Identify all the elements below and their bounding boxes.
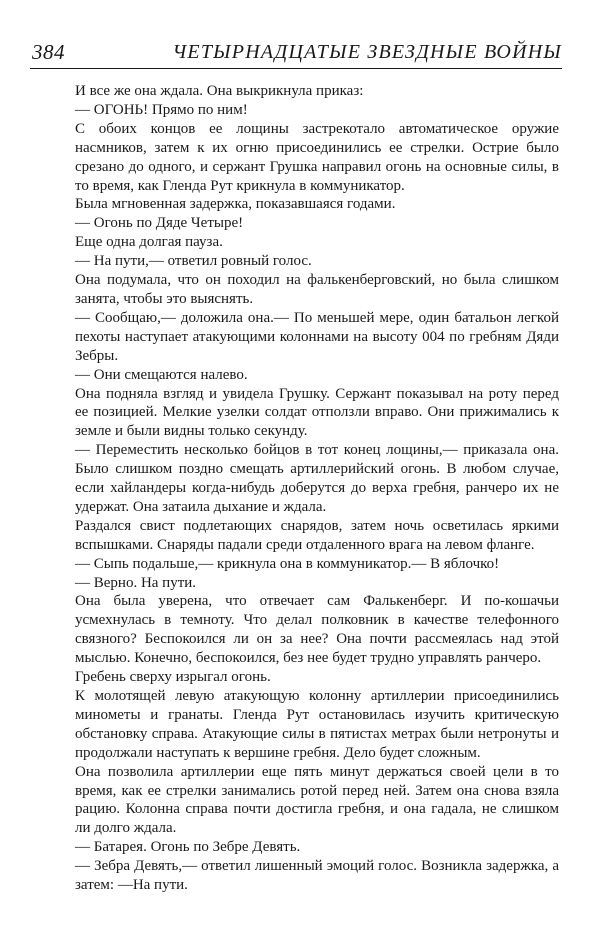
paragraph: Еще одна долгая пауза. [75, 234, 223, 251]
paragraph: — Переместить несколько бойцов в тот конец лощины,— приказала она. Было слишком поздно смещать артиллерийский огонь. В любом случае, если хайландеры когда-нибудь доберутся до верха гребня, ранчеро их не удержат. Она затаила дыхание и ждала. [75, 442, 559, 515]
paragraph: — ОГОНЬ! Прямо по ним! [75, 101, 248, 118]
page-number: 384 [32, 40, 65, 64]
paragraph: Она подумала, что он походил на фалькенберговский, но была слишком занята, чтобы это выяснять. [75, 272, 559, 307]
running-title: ЧЕТЫРНАДЦАТЫЕ ЗВЕЗДНЫЕ ВОЙНЫ [172, 41, 562, 63]
paragraph: — На пути,— ответил ровный голос. [75, 253, 312, 270]
paragraph: Была мгновенная задержка, показавшаяся годами. [75, 196, 396, 213]
paragraph: — Батарея. Огонь по Зебре Девять. [75, 839, 301, 856]
paragraph: — Они смещаются налево. [75, 366, 248, 383]
paragraph: — Верно. На пути. [75, 574, 197, 591]
paragraph: — Зебра Девять,— ответил лишенный эмоций голос. Возникла задержка, а затем: —На пути. [75, 858, 559, 894]
body-text [75, 82, 559, 895]
paragraph: Она позволила артиллерии еще пять минут держаться своей цели в то время, как ее стрелки занимались ротой перед ней. Затем она снова взяла рацию. Колонна справа почти достигла гребня, и она гадала, не слишком ли долго ждала. [75, 763, 559, 837]
paragraph: С обоих концов ее лощины застрекотало автоматическое оружие насмников, затем к их огню присоединились ее стрелки. Острие было срезано до одного, и сержант Грушка направил огонь на основные силы, в то время, как Гленда Рут крикнула в коммуникатор. [75, 120, 559, 194]
paragraph: И все же она ждала. Она выкрикнула приказ: [75, 83, 364, 99]
paragraph: Гребень сверху изрыгал огонь. [75, 669, 271, 686]
paragraph: К молотящей левую атакующую колонну артиллерии присоединились минометы и гранаты. Гленда Рут остановилась изучить критическую обстановку справа. Атакующие силы в пятистах метрах были нетронуты и продолжали наступать к вершине гребня. Дело будет сложным. [75, 688, 559, 761]
paragraph: — Сообщаю,— доложила она.— По меньшей мере, один батальон легкой пехоты наступает атакующими колоннами на высоту 004 по гребням Дяди Зебры. [75, 309, 559, 364]
paragraph: Она подняла взгляд и увидела Грушку. Сержант показывал на роту перед ее позицией. Мелкие узелки солдат отползли вправо. Они прижимались к земле и были видны только секунду. [75, 385, 559, 440]
page-header [30, 32, 562, 72]
paragraph: Раздался свист подлетающих снарядов, затем ночь осветилась яркими вспышками. Снаряды падали среди отдаленного врага на левом фланге. [75, 517, 559, 553]
header-rule [30, 68, 562, 69]
paragraph: — Сыпь подальше,— крикнула она в коммуникатор.— В яблочко! [75, 555, 500, 572]
paragraph: Она была уверена, что отвечает сам Фалькенберг. И по-кошачьи усмехнулась в темноту. Что делал полковник в качестве телефонного связного? Беспокоился ли он за нее? Она почти рассмеялась над этой мыслью. Конечно, беспокоился, без нее будет трудно управлять ранчеро. [75, 593, 559, 667]
paragraph: — Огонь по Дяде Четыре! [75, 215, 244, 232]
